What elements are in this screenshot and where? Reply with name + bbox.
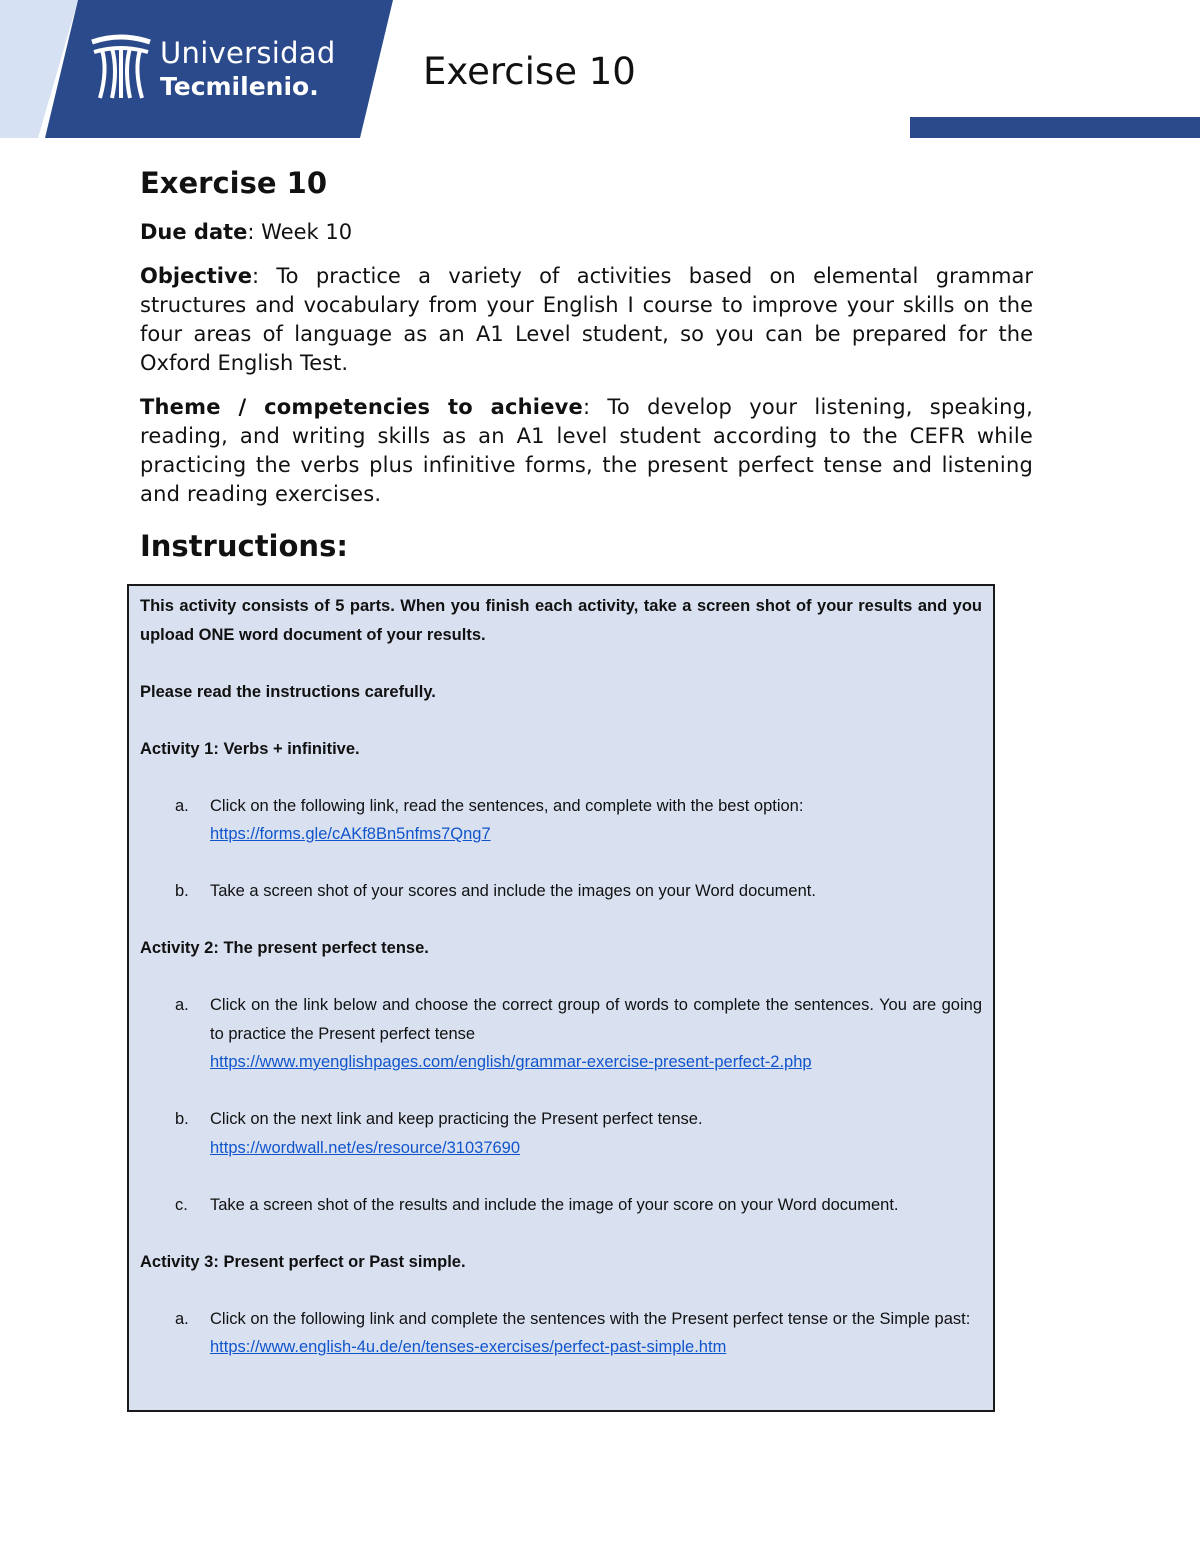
document-heading: Exercise 10 bbox=[140, 166, 327, 200]
activity-2-title: Activity 2: The present perfect tense. bbox=[140, 939, 429, 957]
list-marker: a. bbox=[175, 796, 189, 815]
activity-2-item-a bbox=[140, 991, 982, 1077]
activity-1-b-text: Take a screen shot of your scores and include the images on your Word document. bbox=[210, 882, 816, 900]
activity-2-a-link[interactable]: https://www.myenglishpages.com/english/grammar-exercise-present-perfect-2.php bbox=[210, 1053, 812, 1071]
objective-paragraph bbox=[140, 262, 1033, 378]
activity-2-item-b bbox=[140, 1105, 982, 1162]
logo-line-tecmilenio: Tecmilenio. bbox=[160, 72, 319, 101]
list-marker: c. bbox=[175, 1195, 188, 1214]
list-marker: b. bbox=[175, 1110, 189, 1128]
activity-3-title: Activity 3: Present perfect or Past simple. bbox=[140, 1252, 466, 1271]
due-date-value: : Week 10 bbox=[247, 220, 353, 244]
list-marker: b. bbox=[175, 882, 189, 900]
intro-text: This activity consists of 5 parts. When you finish each activity, take a screen shot of your results and you upload ONE word document of your results. bbox=[140, 597, 982, 644]
due-date-label: Due date bbox=[140, 220, 248, 244]
objective-text: : To practice a variety of activities based on elemental grammar structures and vocabulary from your English I course to improve your skills on the four areas of language as an A1 Level student, so you can be prepared for the Oxford English Test. bbox=[140, 264, 1033, 375]
document-body bbox=[140, 166, 1033, 563]
read-carefully-text: Please read the instructions carefully. bbox=[140, 682, 436, 701]
activity-3-item-a bbox=[140, 1305, 982, 1362]
activity-2-item-c bbox=[140, 1191, 982, 1220]
activity-3-a-link[interactable]: https://www.english-4u.de/en/tenses-exercises/perfect-past-simple.htm bbox=[210, 1338, 727, 1356]
tecmilenio-logo-icon bbox=[88, 34, 154, 100]
activity-3-a-text: Click on the following link and complete the sentences with the Present perfect tense or the Simple past: bbox=[210, 1309, 971, 1328]
header-title: Exercise 10 bbox=[423, 50, 636, 93]
logo-line-universidad: Universidad bbox=[160, 36, 336, 70]
activity-1-item-b bbox=[140, 877, 982, 906]
instructions-box bbox=[127, 584, 995, 1412]
theme-label: Theme / competencies to achieve bbox=[140, 395, 583, 419]
header-accent-bar bbox=[910, 117, 1200, 138]
activity-2-b-text: Click on the next link and keep practicing the Present perfect tense. bbox=[210, 1110, 703, 1128]
list-marker: a. bbox=[175, 1309, 189, 1328]
header-banner bbox=[0, 0, 395, 138]
activity-2-c-text: Take a screen shot of the results and include the image of your score on your Word document. bbox=[210, 1195, 899, 1214]
activity-2-b-link[interactable]: https://wordwall.net/es/resource/31037690 bbox=[210, 1138, 521, 1157]
theme-text: : To develop your listening, speaking, reading, and writing skills as an A1 level student according to the CEFR while practicing the verbs plus infinitive forms, the present perfect tense and listening and reading exercises. bbox=[140, 395, 1033, 506]
instructions-heading: Instructions: bbox=[140, 529, 348, 563]
activity-1-item-a bbox=[140, 792, 982, 849]
activity-1-a-link[interactable]: https://forms.gle/cAKf8Bn5nfms7Qng7 bbox=[210, 825, 491, 843]
due-date-paragraph bbox=[140, 218, 1033, 247]
activity-1-a-text: Click on the following link, read the sentences, and complete with the best option: bbox=[210, 796, 804, 815]
activity-1-title: Activity 1: Verbs + infinitive. bbox=[140, 739, 360, 758]
list-marker: a. bbox=[175, 996, 189, 1014]
theme-paragraph bbox=[140, 393, 1033, 509]
objective-label: Objective bbox=[140, 264, 252, 288]
activity-2-a-text: Click on the link below and choose the correct group of words to complete the sentences. You are going to practice the Present perfect tense bbox=[210, 996, 982, 1043]
